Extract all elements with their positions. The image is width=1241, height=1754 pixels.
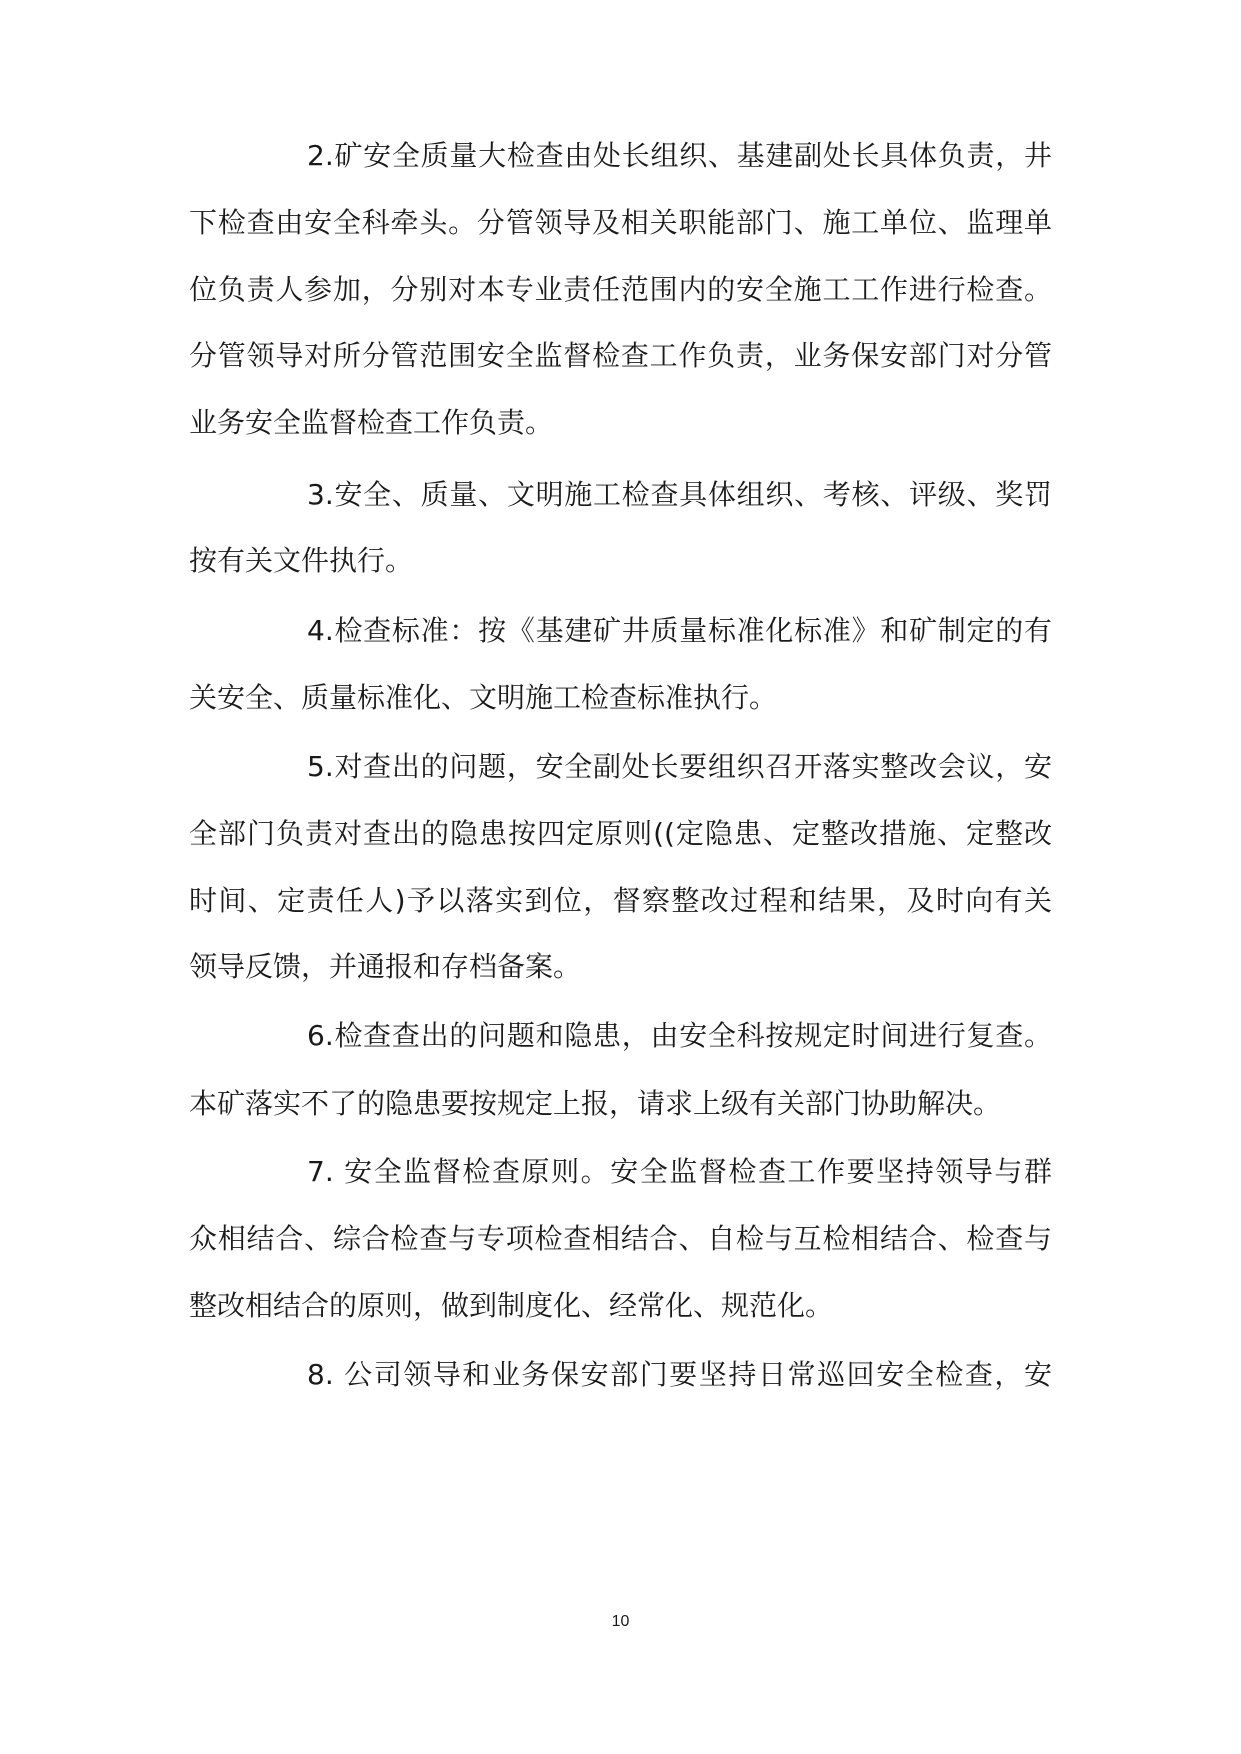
paragraph-6-line-2: 本矿落实不了的隐患要按规定上报，请求上级有关部门协助解决。 [189,1087,1002,1120]
paragraph-7-line-2: 众相结合、综合检查与专项检查相结合、自检与互检相结合、检查与 [189,1222,1052,1255]
paragraph-7-line-1: 7. 安全监督检查原则。安全监督检查工作要坚持领导与群 [307,1155,1052,1188]
paragraph-3-line-2: 按有关文件执行。 [189,544,414,577]
paragraph-4-line-2: 关安全、质量标准化、文明施工检查标准执行。 [189,681,778,714]
paragraph-2-line-3: 位负责人参加，分别对本专业责任范围内的安全施工工作进行检查。 [189,273,1052,306]
paragraph-7-line-3: 整改相结合的原则，做到制度化、经常化、规范化。 [189,1289,834,1322]
paragraph-6-line-1: 6.检查查出的问题和隐患，由安全科按规定时间进行复查。 [307,1019,1052,1052]
paragraph-2-line-5: 业务安全监督检查工作负责。 [189,406,554,439]
paragraph-2-line-4: 分管领导对所分管范围安全监督检查工作负责，业务保安部门对分管 [189,339,1052,372]
paragraph-2-line-1: 2.矿安全质量大检查由处长组织、基建副处长具体负责，井 [307,139,1052,172]
paragraph-4-line-1: 4.检查标准：按《基建矿井质量标准化标准》和矿制定的有 [307,614,1052,647]
paragraph-5-line-4: 领导反馈，并通报和存档备案。 [189,950,582,983]
paragraph-8-line-1: 8. 公司领导和业务保安部门要坚持日常巡回安全检查，安 [307,1358,1052,1391]
paragraph-3-line-1: 3.安全、质量、文明施工检查具体组织、考核、评级、奖罚 [307,478,1052,511]
paragraph-5-line-3: 时间、定责任人)予以落实到位，督察整改过程和结果，及时向有关 [189,884,1052,917]
paragraph-5-line-2: 全部门负责对查出的隐患按四定原则((定隐患、定整改措施、定整改 [189,817,1052,850]
paragraph-5-line-1: 5.对查出的问题，安全副处长要组织召开落实整改会议，安 [307,750,1052,783]
page-number: 10 [611,1613,630,1630]
paragraph-2-line-2: 下检查由安全科牵头。分管领导及相关职能部门、施工单位、监理单 [189,206,1052,239]
